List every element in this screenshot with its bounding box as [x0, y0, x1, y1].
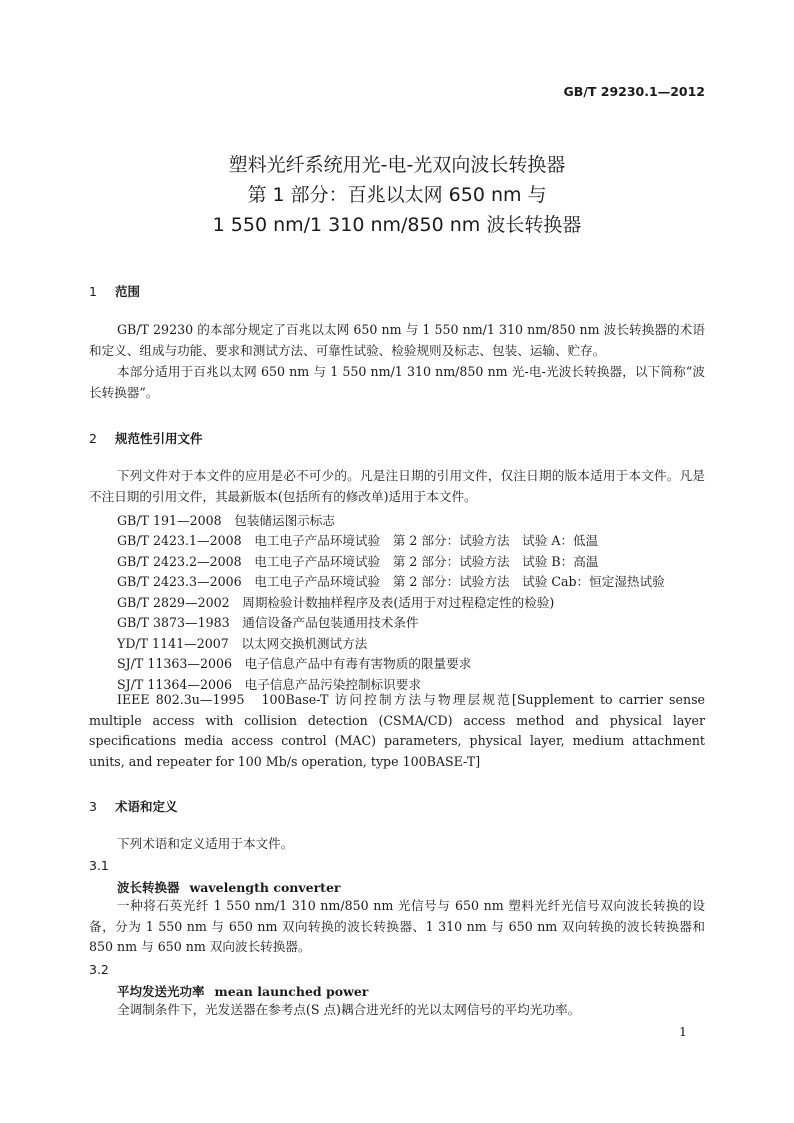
section-number: 2	[89, 431, 97, 446]
term-zh: 波长转换器	[117, 880, 180, 895]
reference-item: GB/T 2829—2002 周期检验计数抽样程序及表(适用于对过程稳定性的检验)	[117, 595, 555, 610]
section-1-heading	[89, 282, 140, 300]
term-zh: 平均发送光功率	[117, 984, 205, 999]
reference-item: SJ/T 11363—2006 电子信息产品中有毒有害物质的限量要求	[117, 656, 472, 671]
section-3-heading	[89, 797, 178, 815]
section-2-heading	[89, 429, 203, 447]
term-en: wavelength converter	[189, 880, 341, 895]
section-2-intro: 下列文件对于本文件的应用是必不可少的。凡是注日期的引用文件，仅注日期的版本适用于本文件。凡是不注日期的引用文件，其最新版本(包括所有的修改单)适用于本文件。	[89, 468, 705, 504]
title-line-2: 第 1 部分：百兆以太网 650 nm 与	[247, 184, 547, 206]
term-definition: 全调制条件下，光发送器在参考点(S 点)耦合进光纤的光以太网信号的平均光功率。	[117, 1002, 581, 1017]
section-number: 3	[89, 799, 97, 814]
standard-code: GB/T 29230.1—2012	[563, 84, 705, 99]
reference-item: YD/T 1141—2007 以太网交换机测试方法	[117, 636, 368, 651]
title-line-3: 1 550 nm/1 310 nm/850 nm 波长转换器	[212, 214, 582, 236]
document-title	[0, 150, 794, 240]
ieee-reference: IEEE 802.3u—1995 100Base-T 访问控制方法与物理层规范[Supplement to carrier sense multiple access with collision detection (CSMA/CD) access method and physical layer specifications media access control (MAC) parameters, physical layer, medium attachment units, and repeater for 100 Mb/s operation, type 100BASE-T]	[89, 692, 705, 769]
term-number: 3.2	[89, 962, 109, 977]
reference-item: GB/T 191—2008 包装储运图示标志	[117, 513, 335, 528]
page-number: 1	[679, 1024, 687, 1039]
reference-item: SJ/T 11364—2006 电子信息产品污染控制标识要求	[117, 677, 421, 692]
reference-item: GB/T 3873—1983 通信设备产品包装通用技术条件	[117, 615, 419, 630]
reference-item: GB/T 2423.2—2008 电工电子产品环境试验 第 2 部分：试验方法 试验 B：高温	[117, 554, 599, 569]
section-number: 1	[89, 284, 97, 299]
section-3-intro: 下列术语和定义适用于本文件。	[117, 836, 294, 851]
reference-item: GB/T 2423.1—2008 电工电子产品环境试验 第 2 部分：试验方法 试验 A：低温	[117, 533, 599, 548]
section-label: 术语和定义	[115, 799, 178, 814]
section-label: 范围	[115, 284, 141, 299]
term-en: mean launched power	[214, 984, 369, 999]
title-line-1: 塑料光纤系统用光-电-光双向波长转换器	[228, 154, 566, 176]
reference-item: GB/T 2423.3—2006 电工电子产品环境试验 第 2 部分：试验方法 试验 Cab：恒定湿热试验	[117, 574, 665, 589]
term-heading	[117, 878, 341, 896]
term-number: 3.1	[89, 858, 109, 873]
term-heading	[117, 982, 368, 1000]
term-definition: 一种将石英光纤 1 550 nm/1 310 nm/850 nm 光信号与 650 nm 塑料光纤光信号双向波长转换的设备，分为 1 550 nm 与 650 nm 双向转换的波长转换器、1 310 nm 与 650 nm 双向转换的波长转换器和 850 nm 与 650 nm 双向波长转换器。	[89, 898, 705, 955]
section-label: 规范性引用文件	[115, 431, 203, 446]
section-1-paragraph-2: 本部分适用于百兆以太网 650 nm 与 1 550 nm/1 310 nm/850 nm 光-电-光波长转换器，以下简称“波长转换器”。	[89, 364, 705, 400]
section-1-paragraph-1: GB/T 29230 的本部分规定了百兆以太网 650 nm 与 1 550 nm/1 310 nm/850 nm 波长转换器的术语和定义、组成与功能、要求和测试方法、可靠性试验、检验规则及标志、包装、运输、贮存。	[89, 322, 705, 358]
